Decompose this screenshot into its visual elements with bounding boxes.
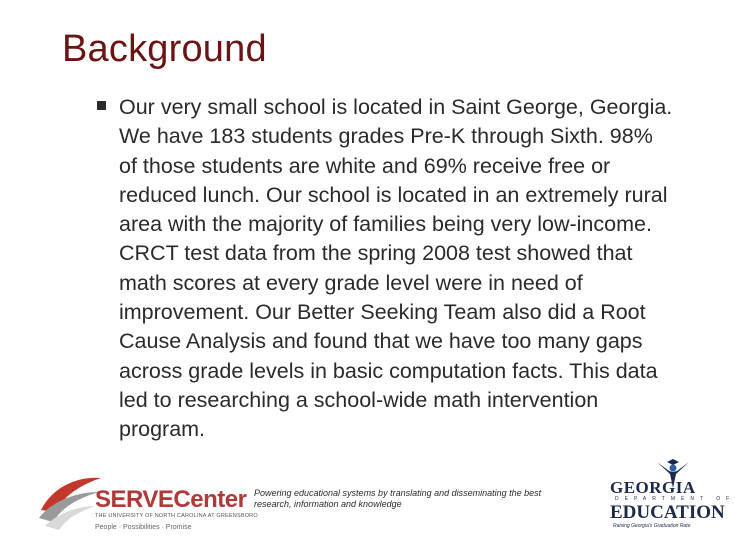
serve-center-logo bbox=[35, 466, 258, 536]
bullet-text: Our very small school is located in Saint George, Georgia. We have 183 students grades Pre-K through Sixth. 98% of those students are white and 69% receive free or reduced lunch. Our school is located in an extremely rural area with the majority of families being very low-income. CRCT test data from the spring 2008 test showed that math scores at every grade level were in need of improvement. Our Better Seeking Team also did a Root Cause Analysis and found that we have too many gaps across grade levels in basic computation facts. This data led to researching a school-wide math intervention program. bbox=[119, 95, 673, 442]
serve-wordmark: SERVECenter bbox=[95, 486, 247, 513]
bullet-item bbox=[97, 93, 677, 445]
footer bbox=[0, 458, 735, 540]
ga-word-mid: DEPARTMENT OF bbox=[615, 496, 735, 502]
ga-word-tag: Raising Georgia's Graduation Rate bbox=[613, 523, 691, 529]
bullet-list bbox=[97, 93, 677, 445]
ga-word-top: GEORGIA bbox=[610, 478, 696, 497]
footer-tagline: Powering educational systems by translating and disseminating the best research, information and knowledge bbox=[254, 488, 542, 509]
ga-word-bottom: EDUCATION bbox=[610, 502, 725, 523]
square-bullet-icon bbox=[97, 101, 106, 110]
slide-title: Background bbox=[62, 28, 267, 70]
georgia-doe-logo bbox=[605, 458, 735, 538]
serve-tagline: People · Possibilities · Promise bbox=[95, 524, 192, 531]
serve-subline: THE UNIVERSITY OF NORTH CAROLINA AT GREENSBORO bbox=[95, 513, 258, 519]
